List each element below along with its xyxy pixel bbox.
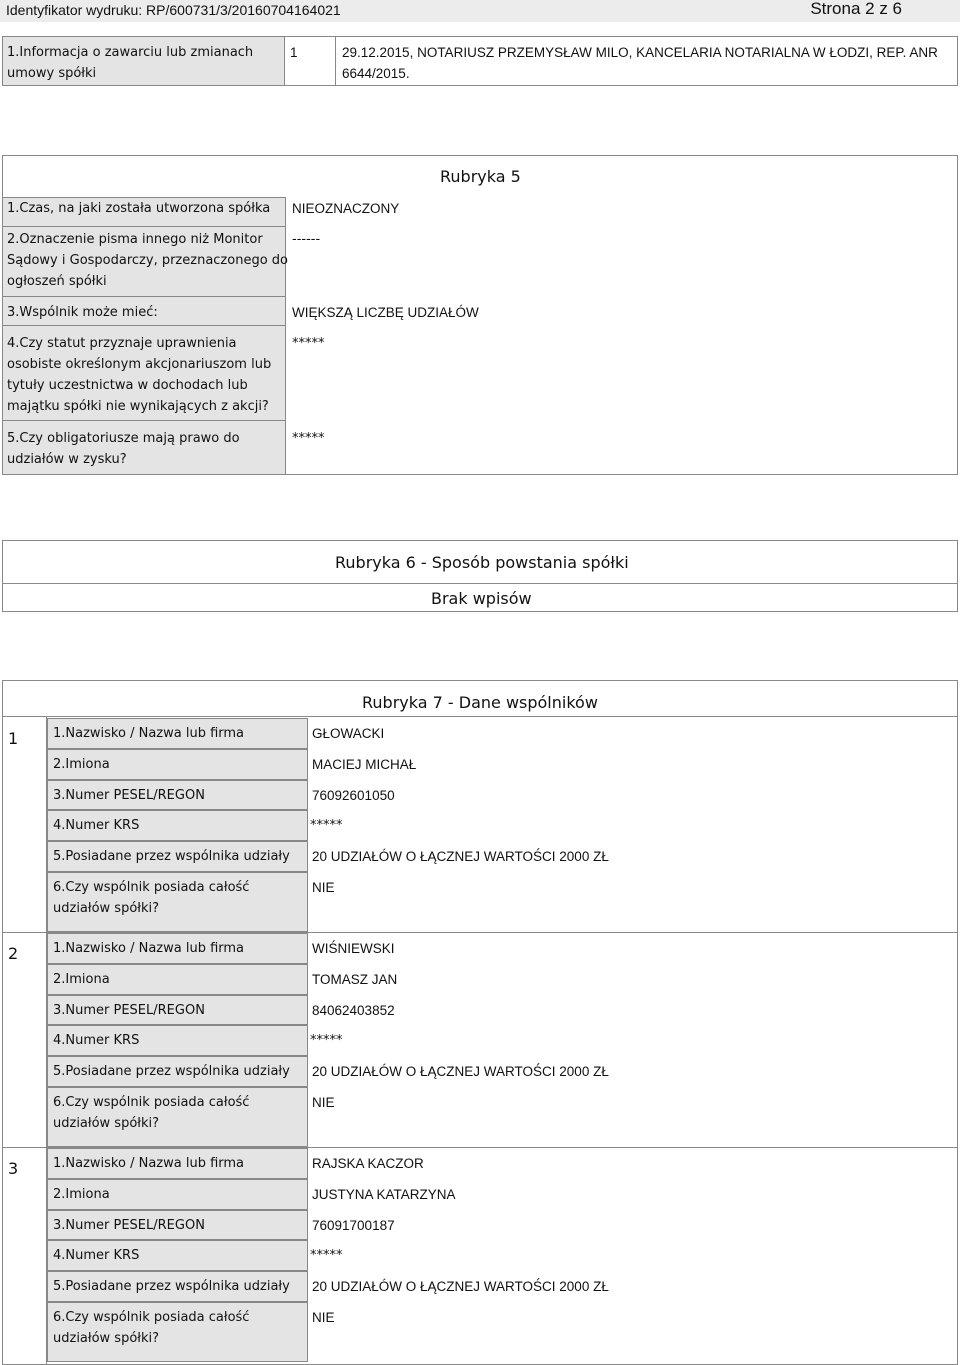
- partner-shares-value: 20 UDZIAŁÓW O ŁĄCZNEJ WARTOŚCI 2000 ZŁ: [312, 1279, 609, 1294]
- rubryka5-label-4d: majątku spółki nie wynikających z akcji?: [7, 399, 269, 414]
- partner-field-label: 6.Czy wspólnik posiada całość: [53, 1310, 250, 1325]
- partner-field-label: 1.Nazwisko / Nazwa lub firma: [53, 726, 245, 741]
- partner-krs-value: *****: [310, 1248, 343, 1263]
- partner-name-value: WIŚNIEWSKI: [312, 941, 395, 956]
- rubryka7-title: Rubryka 7 - Dane wspólników: [362, 693, 598, 712]
- rubryka6-divider: [2, 583, 958, 584]
- top-row-label-2: umowy spółki: [7, 66, 97, 81]
- partner-field-label: 2.Imiona: [53, 757, 110, 772]
- partner-field-label: udziałów spółki?: [53, 1116, 160, 1131]
- rubryka6-title: Rubryka 6 - Sposób powstania spółki: [335, 553, 629, 572]
- partner-pesel-value: 84062403852: [312, 1003, 395, 1018]
- partner-field-label: 2.Imiona: [53, 972, 110, 987]
- rubryka5-value-2: ------: [292, 232, 321, 247]
- rubryka5-label-1: 1.Czas, na jaki została utworzona spółka: [7, 201, 271, 216]
- partner-field-label: 5.Posiadane przez wspólnika udziały: [53, 1279, 290, 1294]
- partner-field-label: 1.Nazwisko / Nazwa lub firma: [53, 1156, 245, 1171]
- partner-shares-value: 20 UDZIAŁÓW O ŁĄCZNEJ WARTOŚCI 2000 ZŁ: [312, 1064, 609, 1079]
- partner-name-value: RAJSKA KACZOR: [312, 1156, 424, 1171]
- partner-field-label: 1.Nazwisko / Nazwa lub firma: [53, 941, 245, 956]
- partner-first-value: MACIEJ MICHAŁ: [312, 757, 417, 772]
- print-header: [0, 0, 960, 22]
- partner-first-value: TOMASZ JAN: [312, 972, 398, 987]
- partner-field-label: 6.Czy wspólnik posiada całość: [53, 1095, 250, 1110]
- top-row-num: 1: [290, 45, 298, 60]
- rubryka5-label-3: 3.Wspólnik może mieć:: [7, 305, 158, 320]
- partner-pesel-value: 76092601050: [312, 788, 395, 803]
- rubryka5-value-3: WIĘKSZĄ LICZBĘ UDZIAŁÓW: [292, 305, 479, 320]
- partner-whole-value: NIE: [312, 1095, 335, 1110]
- rubryka5-label-4b: osobiste określonym akcjonariuszom lub: [7, 357, 272, 372]
- partner-number: 1: [8, 729, 19, 748]
- partner-whole-value: NIE: [312, 880, 335, 895]
- partner-field-label: 3.Numer PESEL/REGON: [53, 1003, 205, 1018]
- rubryka5-value-1: NIEOZNACZONY: [292, 201, 400, 216]
- top-row-label-1: 1.Informacja o zawarciu lub zmianach: [7, 45, 254, 60]
- page-number: Strona 2 z 6: [810, 0, 902, 18]
- rubryka5-label-2a: 2.Oznaczenie pisma innego niż Monitor: [7, 232, 263, 247]
- rubryka5-label-4c: tytuły uczestnictwa w dochodach lub: [7, 378, 248, 393]
- rubryka5-label-5a: 5.Czy obligatoriusze mają prawo do: [7, 431, 240, 446]
- partner-shares-value: 20 UDZIAŁÓW O ŁĄCZNEJ WARTOŚCI 2000 ZŁ: [312, 849, 609, 864]
- rubryka5-label-2c: ogłoszeń spółki: [7, 274, 107, 289]
- partner-field-label: 5.Posiadane przez wspólnika udziały: [53, 849, 290, 864]
- rubryka5-title: Rubryka 5: [440, 167, 521, 186]
- partner-field-label: 4.Numer KRS: [53, 1033, 140, 1048]
- partner-number: 3: [8, 1159, 19, 1178]
- partner-krs-value: *****: [310, 818, 343, 833]
- partner-field-label: 3.Numer PESEL/REGON: [53, 788, 205, 803]
- partner-krs-value: *****: [310, 1033, 343, 1048]
- partner-number: 2: [8, 944, 19, 963]
- partner-first-value: JUSTYNA KATARZYNA: [312, 1187, 456, 1202]
- partner-pesel-value: 76091700187: [312, 1218, 395, 1233]
- partner-name-value: GŁOWACKI: [312, 726, 385, 741]
- partner-field-label: 2.Imiona: [53, 1187, 110, 1202]
- partner-field-label: 4.Numer KRS: [53, 818, 140, 833]
- partner-field-label: 4.Numer KRS: [53, 1248, 140, 1263]
- rubryka5-value-4: *****: [292, 336, 325, 351]
- top-row-value-2: 6644/2015.: [342, 66, 410, 81]
- rubryka5-label-5b: udziałów w zysku?: [7, 452, 127, 467]
- rubryka5-label-4a: 4.Czy statut przyznaje uprawnienia: [7, 336, 237, 351]
- partner-field-label: 3.Numer PESEL/REGON: [53, 1218, 205, 1233]
- print-id: Identyfikator wydruku: RP/600731/3/20160704164021: [6, 2, 341, 18]
- rubryka6-empty: Brak wpisów: [431, 589, 532, 608]
- rubryka7-title-divider: [2, 716, 958, 717]
- rubryka5-value-5: *****: [292, 431, 325, 446]
- partner-whole-value: NIE: [312, 1310, 335, 1325]
- partner-field-label: 5.Posiadane przez wspólnika udziały: [53, 1064, 290, 1079]
- rubryka5-label-2b: Sądowy i Gospodarczy, przeznaczonego do: [7, 253, 288, 268]
- partner-field-label: udziałów spółki?: [53, 1331, 160, 1346]
- top-row-value-1: 29.12.2015, NOTARIUSZ PRZEMYSŁAW MILO, KANCELARIA NOTARIALNA W ŁODZI, REP. ANR: [342, 45, 938, 60]
- partner-field-label: udziałów spółki?: [53, 901, 160, 916]
- partner-field-label: 6.Czy wspólnik posiada całość: [53, 880, 250, 895]
